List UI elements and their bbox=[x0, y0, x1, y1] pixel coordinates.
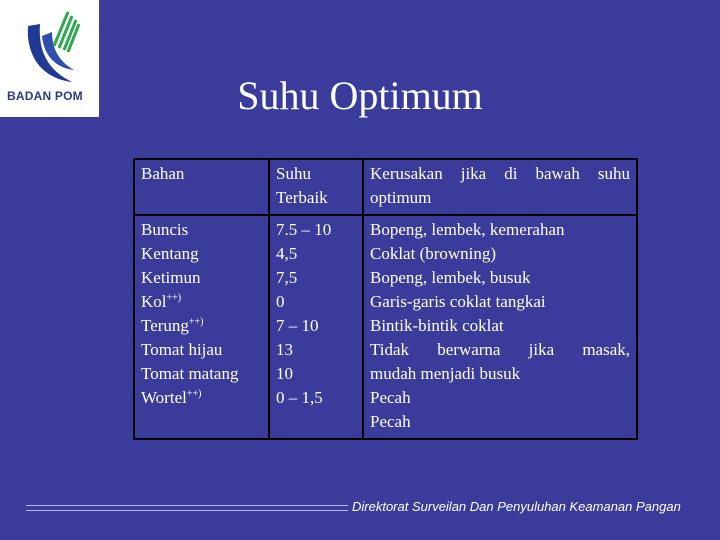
list-item: 7,5 bbox=[276, 268, 298, 287]
list-item: 13 bbox=[276, 340, 293, 359]
materials-cell bbox=[134, 215, 269, 439]
list-item: 7 – 10 bbox=[276, 316, 319, 335]
footer-divider bbox=[26, 505, 348, 511]
list-item: 4,5 bbox=[276, 244, 298, 263]
page-title: Suhu Optimum bbox=[237, 73, 483, 118]
list-item: 0 – 1,5 bbox=[276, 388, 323, 407]
list-item: Pecah bbox=[370, 388, 411, 407]
footnote-mark: ++) bbox=[166, 292, 182, 304]
list-item: Ketimun bbox=[141, 268, 201, 287]
logo-text: BADAN POM bbox=[7, 89, 83, 103]
list-item: 10 bbox=[276, 364, 293, 383]
table-body-row bbox=[134, 215, 637, 439]
list-item: Bintik-bintik coklat bbox=[370, 316, 504, 335]
footnote-mark: ++) bbox=[186, 388, 202, 400]
footnote-mark: ++) bbox=[188, 316, 204, 328]
list-item: Bopeng, lembek, kemerahan bbox=[370, 220, 565, 239]
header-kerusakan: Kerusakan jika di bawah suhu optimum bbox=[363, 159, 637, 215]
list-item: Kol++) bbox=[141, 292, 182, 311]
list-item: Coklat (browning) bbox=[370, 244, 497, 263]
list-item: Tomat hijau bbox=[141, 340, 223, 359]
list-item: Tidak berwarna jika masak, bbox=[370, 340, 630, 359]
footer-text: Direktorat Surveilan Dan Penyuluhan Keamanan Pangan bbox=[352, 499, 681, 514]
table-header-row bbox=[134, 159, 637, 215]
temperatures-cell bbox=[269, 215, 363, 439]
list-item: Pecah bbox=[370, 412, 411, 431]
list-item: 7.5 – 10 bbox=[276, 220, 332, 239]
header-bahan: Bahan bbox=[134, 159, 269, 215]
list-item: 0 bbox=[276, 292, 285, 311]
list-item: mudah menjadi busuk bbox=[370, 364, 521, 383]
optimum-temperature-table bbox=[133, 158, 638, 440]
list-item: Garis-garis coklat tangkai bbox=[370, 292, 546, 311]
list-item: Terung++) bbox=[141, 316, 204, 335]
damage-cell bbox=[363, 215, 637, 439]
list-item: Bopeng, lembek, busuk bbox=[370, 268, 531, 287]
header-suhu-terbaik: Suhu Terbaik bbox=[269, 159, 363, 215]
list-item: Tomat matang bbox=[141, 364, 239, 383]
list-item: Kentang bbox=[141, 244, 199, 263]
list-item: Buncis bbox=[141, 220, 189, 239]
list-item: Wortel++) bbox=[141, 388, 202, 407]
